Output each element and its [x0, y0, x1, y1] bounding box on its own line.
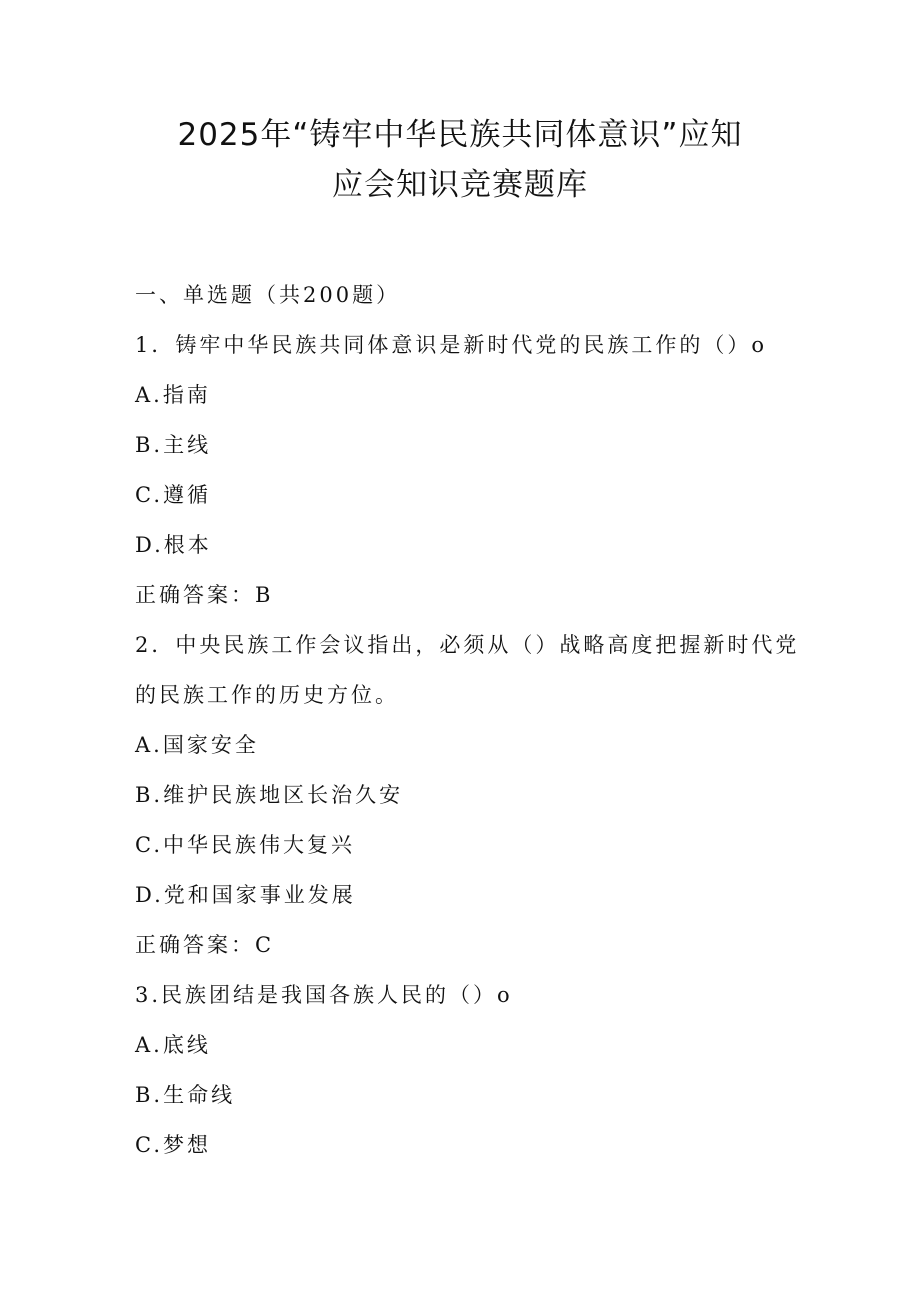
question-2-option-d: D.党和国家事业发展	[135, 883, 356, 907]
question-2-option-c: C.中华民族伟大复兴	[135, 833, 355, 857]
question-1-answer: 正确答案：B	[135, 583, 274, 607]
question-3-option-b: B.生命线	[135, 1083, 236, 1107]
question-1-option-b: B.主线	[135, 433, 212, 457]
page-title-line-2: 应会知识竞赛题库	[332, 167, 588, 203]
question-1-option-a: A.指南	[135, 383, 211, 407]
question-3-option-a: A.底线	[135, 1033, 211, 1057]
page-title-line-1: 2025年“铸牢中华民族共同体意识”应知	[177, 117, 743, 153]
question-1-option-c: C.遵循	[135, 483, 211, 507]
page-title	[60, 110, 860, 210]
question-3-text: 3.民族团结是我国各族人民的（）o	[135, 983, 513, 1007]
section-heading: 一、单选题（共200题）	[135, 283, 401, 307]
question-2-text-line-2: 的民族工作的历史方位。	[135, 683, 399, 707]
question-2-text-line-1: 2．中央民族工作会议指出，必须从（）战略高度把握新时代党	[135, 633, 800, 657]
question-2-option-b: B.维护民族地区长治久安	[135, 783, 404, 807]
question-1-option-d: D.根本	[135, 533, 212, 557]
question-2-answer: 正确答案：C	[135, 933, 275, 957]
question-3-option-c: C.梦想	[135, 1133, 211, 1157]
question-bank	[135, 270, 800, 1170]
question-1-text: 1．铸牢中华民族共同体意识是新时代党的民族工作的（）o	[135, 333, 768, 357]
question-2-option-a: A.国家安全	[135, 733, 259, 757]
